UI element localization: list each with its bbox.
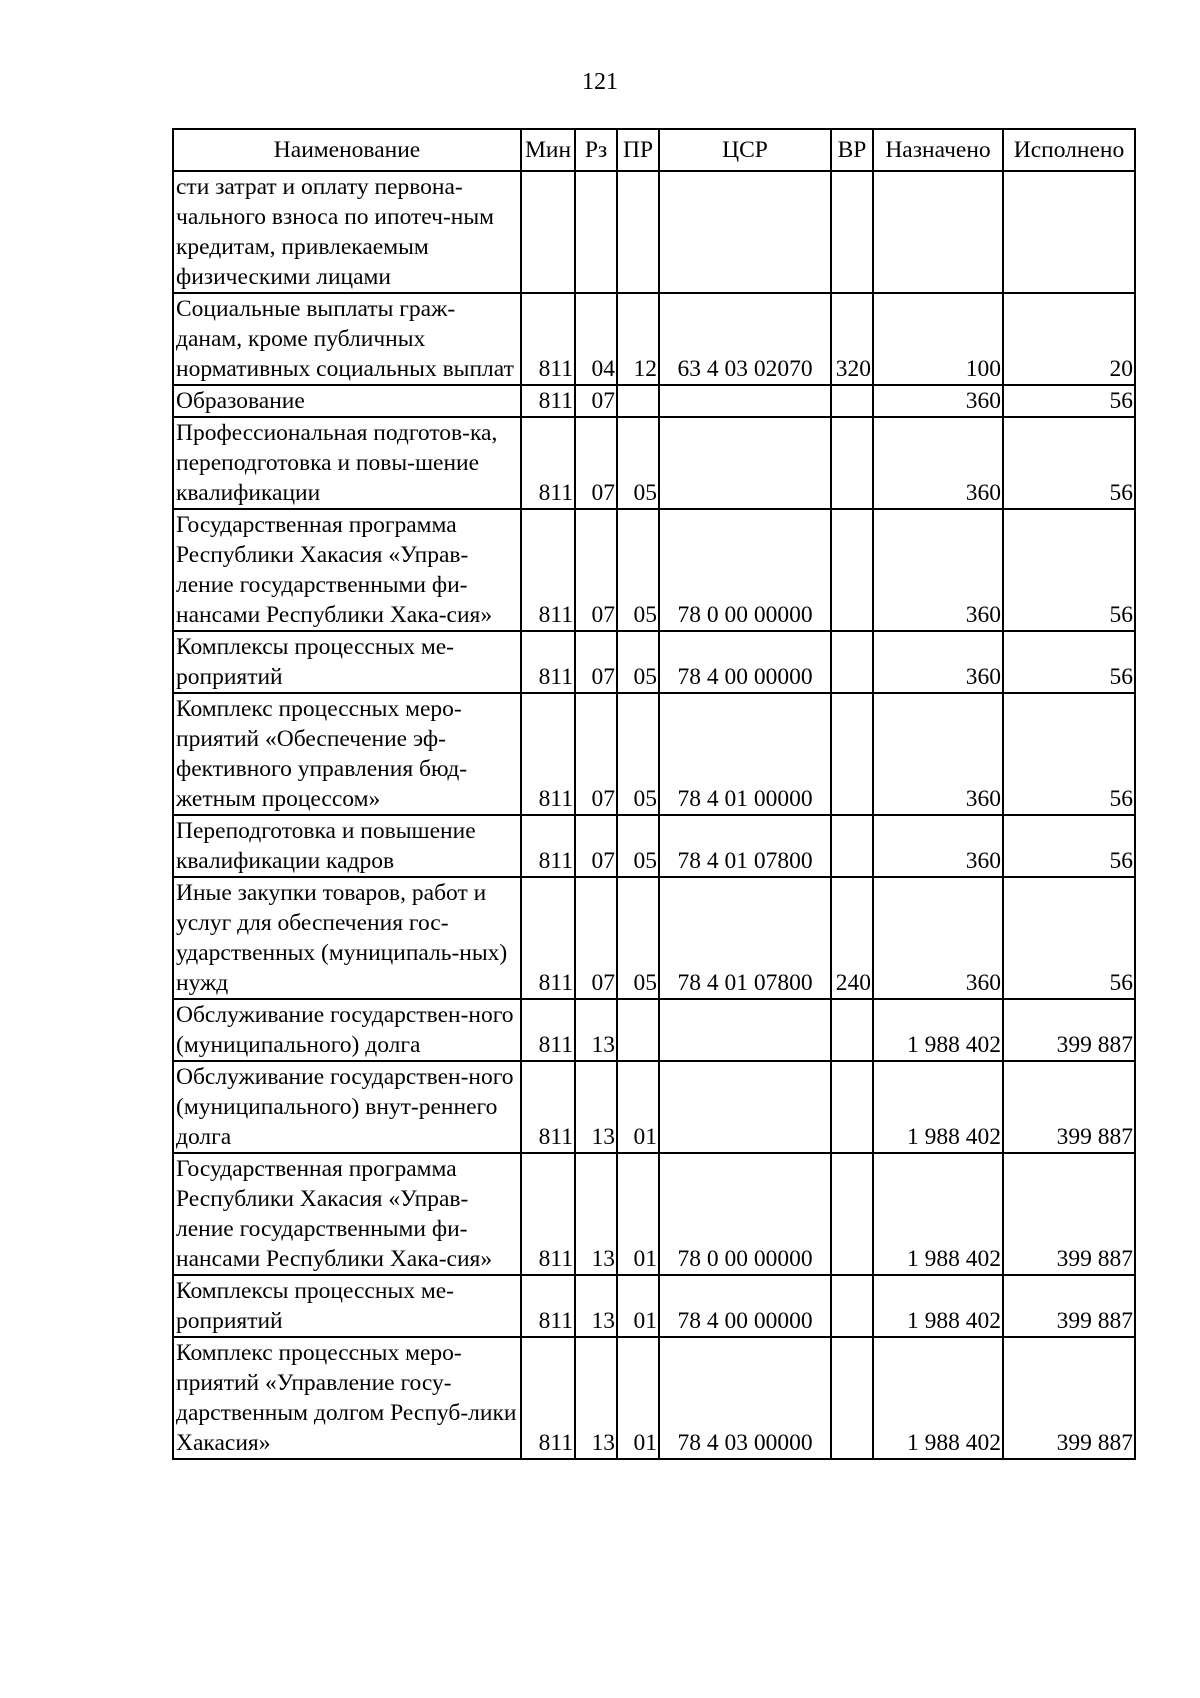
cell-executed: 56 <box>1003 509 1135 631</box>
cell-pr: 05 <box>617 815 659 877</box>
page-number: 121 <box>582 69 618 95</box>
cell-csr: 78 4 01 00000 <box>659 693 831 815</box>
table-row <box>173 999 1135 1061</box>
header-min: Мин <box>521 129 575 171</box>
table-row <box>173 1337 1135 1459</box>
cell-vr: 240 <box>831 877 873 999</box>
cell-executed: 20 <box>1003 293 1135 385</box>
cell-assigned: 100 <box>873 293 1003 385</box>
cell-name: Профессиональная подготов-ка, переподготовка и повы-шение квалификации <box>173 417 521 509</box>
cell-vr <box>831 1337 873 1459</box>
cell-csr: 63 4 03 02070 <box>659 293 831 385</box>
table-row <box>173 1275 1135 1337</box>
cell-min: 811 <box>521 293 575 385</box>
cell-executed: 56 <box>1003 385 1135 417</box>
table-body <box>173 171 1135 1459</box>
table-row <box>173 631 1135 693</box>
cell-vr <box>831 417 873 509</box>
cell-vr <box>831 693 873 815</box>
cell-executed: 399 887 <box>1003 1153 1135 1275</box>
cell-name: Иные закупки товаров, работ и услуг для обеспечения гос-ударственных (муниципаль-ных) нужд <box>173 877 521 999</box>
cell-min: 811 <box>521 1061 575 1153</box>
cell-name: Комплексы процессных ме-роприятий <box>173 631 521 693</box>
cell-min: 811 <box>521 631 575 693</box>
cell-executed: 56 <box>1003 815 1135 877</box>
cell-min: 811 <box>521 509 575 631</box>
cell-pr <box>617 385 659 417</box>
cell-assigned: 1 988 402 <box>873 1275 1003 1337</box>
cell-min: 811 <box>521 1153 575 1275</box>
table-row <box>173 417 1135 509</box>
cell-pr <box>617 171 659 293</box>
cell-pr: 01 <box>617 1061 659 1153</box>
cell-executed: 56 <box>1003 693 1135 815</box>
cell-name: Государственная программа Республики Хакасия «Управ-ление государственными фи-нансами Республики Хака-сия» <box>173 1153 521 1275</box>
cell-rz: 07 <box>575 693 617 815</box>
cell-vr <box>831 509 873 631</box>
cell-assigned: 1 988 402 <box>873 1061 1003 1153</box>
cell-executed: 399 887 <box>1003 1275 1135 1337</box>
cell-vr <box>831 385 873 417</box>
cell-executed: 399 887 <box>1003 1061 1135 1153</box>
cell-pr: 05 <box>617 417 659 509</box>
cell-vr <box>831 815 873 877</box>
cell-executed: 399 887 <box>1003 999 1135 1061</box>
cell-executed: 56 <box>1003 417 1135 509</box>
table-row <box>173 1153 1135 1275</box>
cell-vr <box>831 631 873 693</box>
cell-name: Социальные выплаты граж-данам, кроме публичных нормативных социальных выплат <box>173 293 521 385</box>
cell-csr: 78 4 03 00000 <box>659 1337 831 1459</box>
table-row <box>173 171 1135 293</box>
cell-pr: 01 <box>617 1337 659 1459</box>
cell-csr: 78 4 00 00000 <box>659 631 831 693</box>
cell-assigned: 360 <box>873 877 1003 999</box>
cell-name: Комплекс процессных меро-приятий «Обеспечение эф-фективного управления бюд-жетным процессом» <box>173 693 521 815</box>
cell-name: Образование <box>173 385 521 417</box>
cell-assigned: 1 988 402 <box>873 1153 1003 1275</box>
table-row <box>173 877 1135 999</box>
cell-executed: 399 887 <box>1003 1337 1135 1459</box>
cell-csr <box>659 385 831 417</box>
header-vr: ВР <box>831 129 873 171</box>
cell-csr <box>659 999 831 1061</box>
cell-assigned: 360 <box>873 631 1003 693</box>
cell-rz: 13 <box>575 1275 617 1337</box>
table-row <box>173 509 1135 631</box>
header-executed: Исполнено <box>1003 129 1135 171</box>
cell-rz: 13 <box>575 1337 617 1459</box>
cell-vr <box>831 1153 873 1275</box>
cell-rz: 07 <box>575 815 617 877</box>
cell-pr: 05 <box>617 509 659 631</box>
cell-csr <box>659 417 831 509</box>
cell-assigned: 360 <box>873 693 1003 815</box>
cell-pr: 01 <box>617 1153 659 1275</box>
cell-min: 811 <box>521 417 575 509</box>
table-row <box>173 1061 1135 1153</box>
cell-assigned: 360 <box>873 509 1003 631</box>
table-row <box>173 693 1135 815</box>
table-row <box>173 385 1135 417</box>
cell-csr: 78 0 00 00000 <box>659 1153 831 1275</box>
cell-assigned: 360 <box>873 815 1003 877</box>
cell-executed: 56 <box>1003 877 1135 999</box>
cell-pr: 05 <box>617 877 659 999</box>
cell-min: 811 <box>521 1275 575 1337</box>
table-header-row <box>173 129 1135 171</box>
budget-table <box>172 128 1136 1460</box>
cell-min: 811 <box>521 385 575 417</box>
header-rz: Рз <box>575 129 617 171</box>
cell-name: Обслуживание государствен-ного (муниципального) внут-реннего долга <box>173 1061 521 1153</box>
cell-vr <box>831 999 873 1061</box>
cell-assigned: 360 <box>873 417 1003 509</box>
cell-assigned: 360 <box>873 385 1003 417</box>
table-row <box>173 815 1135 877</box>
cell-executed: 56 <box>1003 631 1135 693</box>
cell-rz: 07 <box>575 509 617 631</box>
cell-name: Государственная программа Республики Хакасия «Управ-ление государственными фи-нансами Республики Хака-сия» <box>173 509 521 631</box>
cell-name: сти затрат и оплату первона-чального взноса по ипотеч-ным кредитам, привлекаемым физическими лицами <box>173 171 521 293</box>
cell-rz: 13 <box>575 1153 617 1275</box>
cell-csr: 78 0 00 00000 <box>659 509 831 631</box>
header-csr: ЦСР <box>659 129 831 171</box>
cell-name: Переподготовка и повышение квалификации кадров <box>173 815 521 877</box>
cell-min: 811 <box>521 877 575 999</box>
cell-pr: 12 <box>617 293 659 385</box>
header-name: Наименование <box>173 129 521 171</box>
cell-pr: 05 <box>617 631 659 693</box>
cell-executed <box>1003 171 1135 293</box>
table-row <box>173 293 1135 385</box>
cell-vr: 320 <box>831 293 873 385</box>
cell-rz <box>575 171 617 293</box>
cell-rz: 07 <box>575 877 617 999</box>
cell-min: 811 <box>521 693 575 815</box>
cell-assigned: 1 988 402 <box>873 1337 1003 1459</box>
cell-csr <box>659 1061 831 1153</box>
cell-pr: 05 <box>617 693 659 815</box>
cell-rz: 07 <box>575 631 617 693</box>
header-pr: ПР <box>617 129 659 171</box>
header-assigned: Назначено <box>873 129 1003 171</box>
cell-rz: 07 <box>575 417 617 509</box>
cell-min: 811 <box>521 1337 575 1459</box>
cell-name: Комплекс процессных меро-приятий «Управление госу-дарственным долгом Респуб-лики Хакасия» <box>173 1337 521 1459</box>
cell-min: 811 <box>521 815 575 877</box>
cell-pr: 01 <box>617 1275 659 1337</box>
cell-min <box>521 171 575 293</box>
cell-vr <box>831 171 873 293</box>
cell-csr: 78 4 00 00000 <box>659 1275 831 1337</box>
cell-assigned <box>873 171 1003 293</box>
cell-vr <box>831 1275 873 1337</box>
cell-rz: 07 <box>575 385 617 417</box>
cell-vr <box>831 1061 873 1153</box>
cell-rz: 13 <box>575 999 617 1061</box>
cell-csr: 78 4 01 07800 <box>659 877 831 999</box>
cell-min: 811 <box>521 999 575 1061</box>
cell-rz: 13 <box>575 1061 617 1153</box>
cell-csr: 78 4 01 07800 <box>659 815 831 877</box>
cell-name: Комплексы процессных ме-роприятий <box>173 1275 521 1337</box>
cell-rz: 04 <box>575 293 617 385</box>
cell-csr <box>659 171 831 293</box>
cell-pr <box>617 999 659 1061</box>
cell-name: Обслуживание государствен-ного (муниципального) долга <box>173 999 521 1061</box>
cell-assigned: 1 988 402 <box>873 999 1003 1061</box>
